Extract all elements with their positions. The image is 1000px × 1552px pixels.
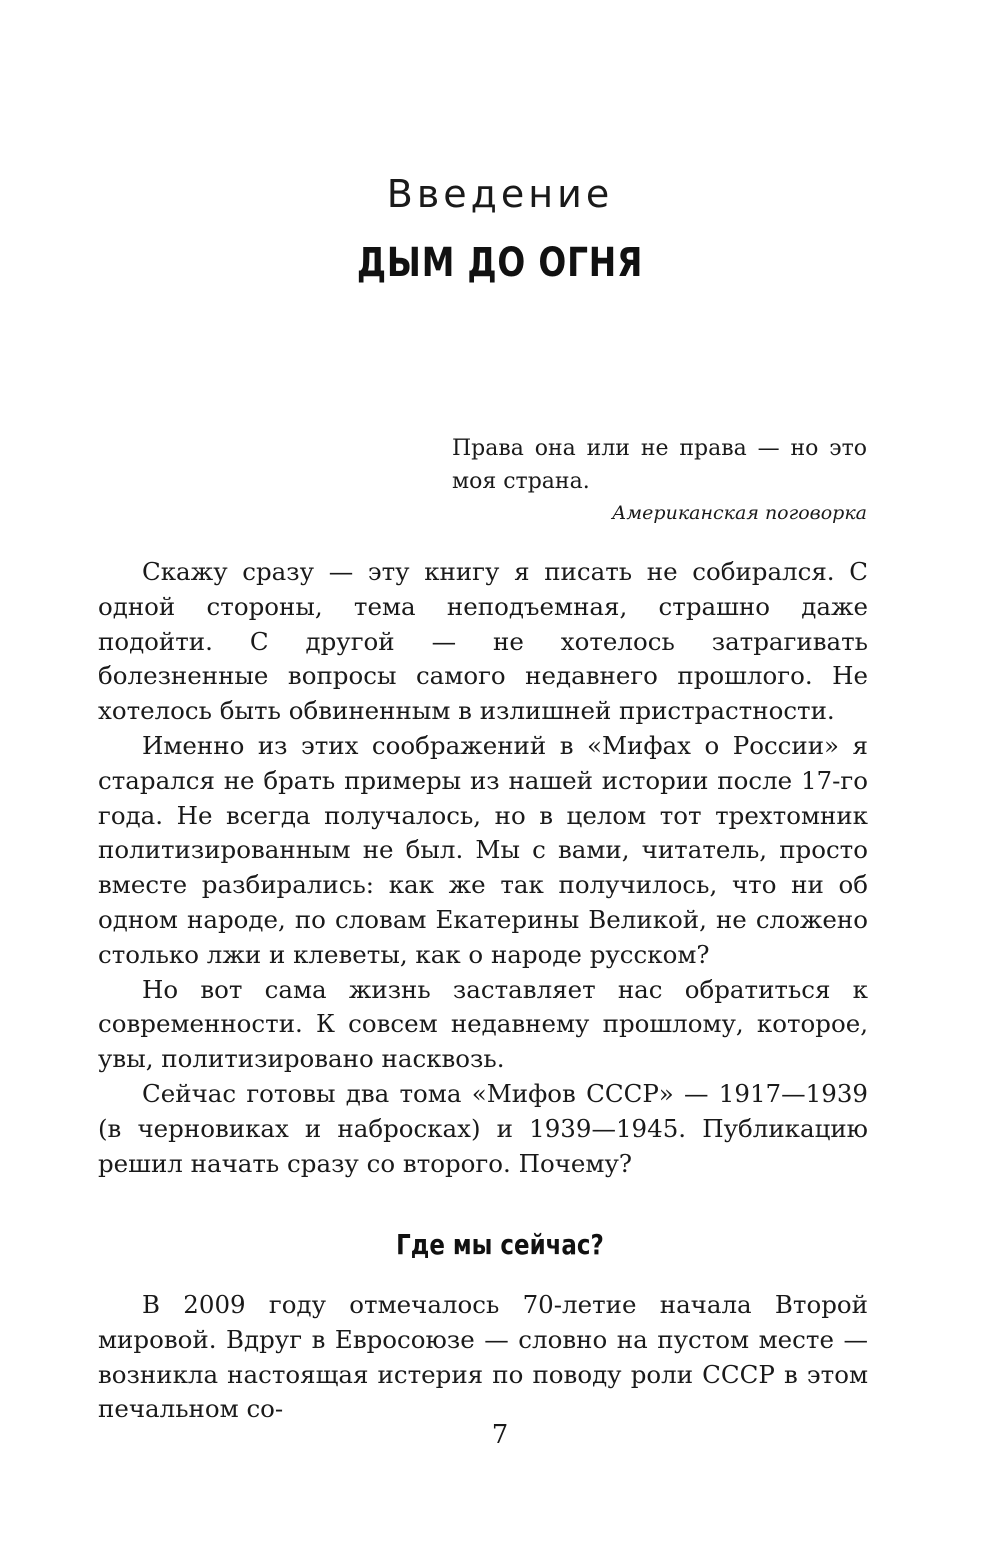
epigraph-text: Права она или не права — но это моя страна. (452, 436, 867, 494)
section-text (98, 1288, 868, 1427)
paragraph: В 2009 году отмечалось 70-летие начала Второй мировой. Вдруг в Евросоюзе — словно на пустом месте — возникла настоящая истерия по поводу роли СССР в этом печальном со- (98, 1290, 868, 1424)
intro-text (98, 555, 868, 1181)
chapter-label: Введение (386, 172, 614, 216)
paragraph: Сейчас готовы два тома «Мифов СССР» — 1917—1939 (в черновиках и набросках) и 1939—1945. Публикацию решил начать сразу со второго. Почему? (98, 1078, 868, 1178)
epigraph-source: Американская поговорка (612, 502, 867, 524)
epigraph (452, 432, 867, 528)
chapter-title: ДЫМ ДО ОГНЯ (356, 240, 644, 286)
page-number: 7 (491, 1420, 509, 1450)
paragraph: Именно из этих соображений в «Мифах о России» я старался не брать примеры из нашей истории после 17-го года. Не всегда получалось, но в целом тот трехтомник политизированным не был. Мы с вами, читатель, просто вместе разбирались: как же так получилось, что ни об одном народе, по словам Екатерины Великой, не сложено столько лжи и клеветы, как о народе русском? (98, 730, 868, 969)
paragraph: Скажу сразу — эту книгу я писать не собирался. С одной стороны, тема неподъемная, страшно даже подойти. С другой — не хотелось затрагивать болезненные вопросы самого недавнего прошлого. Не хотелось быть обвиненным в излишней пристрастности. (98, 557, 868, 726)
paragraph: Но вот сама жизнь заставляет нас обратиться к современности. К совсем недавнему прошлому, которое, увы, политизировано насквозь. (98, 974, 868, 1074)
section-heading: Где мы сейчас? (396, 1228, 604, 1261)
